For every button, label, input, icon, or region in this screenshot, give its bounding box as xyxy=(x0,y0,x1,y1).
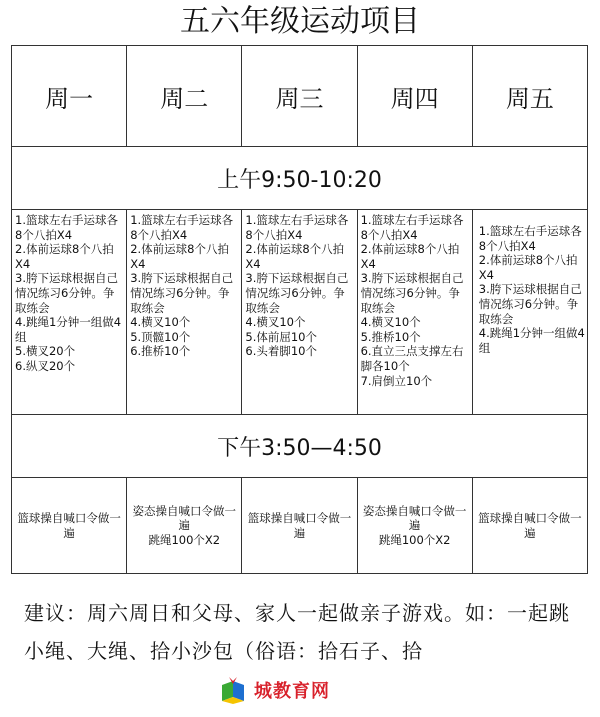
activity-item: 4.跳绳1分钟一组做4组 xyxy=(15,315,122,344)
day-header-tue: 周二 xyxy=(127,46,242,147)
activity-item: 篮球操自喊口令做一遍 xyxy=(247,511,352,540)
afternoon-activities-mon xyxy=(12,478,127,574)
morning-activities-tue xyxy=(127,210,242,415)
morning-activity-row xyxy=(12,210,588,415)
activity-item: 5.体前屈10个 xyxy=(245,329,317,344)
morning-activities-mon xyxy=(12,210,127,415)
activity-item: 4.横叉10个 xyxy=(245,315,306,330)
activity-item: 1.篮球左右手运球各8个八拍X4 xyxy=(478,224,582,253)
activity-item: 3.胯下运球根据自己情况练习6分钟。争取练会 xyxy=(478,282,582,326)
day-header-row xyxy=(12,46,588,147)
morning-activities-thu xyxy=(357,210,472,415)
activity-item: 7.肩倒立10个 xyxy=(360,373,433,388)
afternoon-activities-wed xyxy=(242,478,357,574)
afternoon-activities-thu xyxy=(357,478,472,574)
watermark xyxy=(218,672,398,708)
activity-item: 6.直立三点支撑左右脚各10个 xyxy=(360,344,464,373)
activity-item: 6.头着脚10个 xyxy=(245,344,317,359)
activity-item: 篮球操自喊口令做一遍 xyxy=(17,511,121,540)
watermark-text: 城教育网 xyxy=(254,681,330,702)
activity-item: 篮球操自喊口令做一遍 xyxy=(478,511,582,540)
activity-item: 1.篮球左右手运球各8个八拍X4 xyxy=(360,213,464,242)
suggestion-text: 建议：周六周日和父母、家人一起做亲子游戏。如：一起跳小绳、大绳、拾小沙包（俗语：拾石子、拾 xyxy=(24,601,570,663)
activity-item: 姿态操自喊口令做一遍 xyxy=(132,503,237,533)
activity-item: 跳绳100个X2 xyxy=(148,532,221,547)
activity-item: 1.篮球左右手运球各8个八拍X4 xyxy=(130,213,234,242)
activity-item: 2.体前运球8个八拍X4 xyxy=(130,242,229,271)
day-header-wed: 周三 xyxy=(242,46,357,147)
afternoon-time-label: 下午3:50—4:50 xyxy=(12,415,588,478)
activity-item: 1.篮球左右手运球各8个八拍X4 xyxy=(15,213,118,242)
activity-item: 姿态操自喊口令做一遍 xyxy=(362,503,467,533)
activity-item: 5.横叉20个 xyxy=(15,344,76,359)
activity-item: 1.篮球左右手运球各8个八拍X4 xyxy=(245,213,349,242)
activity-item: 6.纵叉20个 xyxy=(15,358,76,373)
morning-time-label: 上午9:50-10:20 xyxy=(12,147,588,210)
activity-item: 2.体前运球8个八拍X4 xyxy=(15,242,114,271)
activity-item: 3.胯下运球根据自己情况练习6分钟。争取练会 xyxy=(360,271,464,315)
activity-item: 4.横叉10个 xyxy=(360,315,421,330)
day-header-fri: 周五 xyxy=(472,46,587,147)
activity-item: 2.体前运球8个八拍X4 xyxy=(360,242,460,271)
activity-item: 5.顶髋10个 xyxy=(130,329,191,344)
schedule-table xyxy=(11,45,588,574)
afternoon-activities-fri xyxy=(472,478,587,574)
morning-activities-fri xyxy=(472,210,587,415)
activity-item: 4.跳绳1分钟一组做4组 xyxy=(478,326,585,355)
afternoon-activities-tue xyxy=(127,478,242,574)
activity-item: 3.胯下运球根据自己情况练习6分钟。争取练会 xyxy=(130,271,234,315)
activity-item: 3.胯下运球根据自己情况练习6分钟。争取练会 xyxy=(15,271,118,315)
activity-item: 5.推桥10个 xyxy=(360,329,421,344)
morning-period-row xyxy=(12,147,588,210)
activity-item: 2.体前运球8个八拍X4 xyxy=(245,242,345,271)
activity-item: 3.胯下运球根据自己情况练习6分钟。争取练会 xyxy=(245,271,349,315)
page-title: 五六年级运动项目 xyxy=(180,4,420,39)
activity-item: 6.推桥10个 xyxy=(130,344,191,359)
afternoon-activity-row xyxy=(12,478,588,574)
activity-item: 跳绳100个X2 xyxy=(378,532,451,547)
day-header-mon: 周一 xyxy=(12,46,127,147)
activity-item: 4.横叉10个 xyxy=(130,315,191,330)
activity-item: 2.体前运球8个八拍X4 xyxy=(478,253,578,282)
book-logo-icon xyxy=(218,675,248,705)
afternoon-period-row xyxy=(12,415,588,478)
morning-activities-wed xyxy=(242,210,357,415)
day-header-thu: 周四 xyxy=(357,46,472,147)
